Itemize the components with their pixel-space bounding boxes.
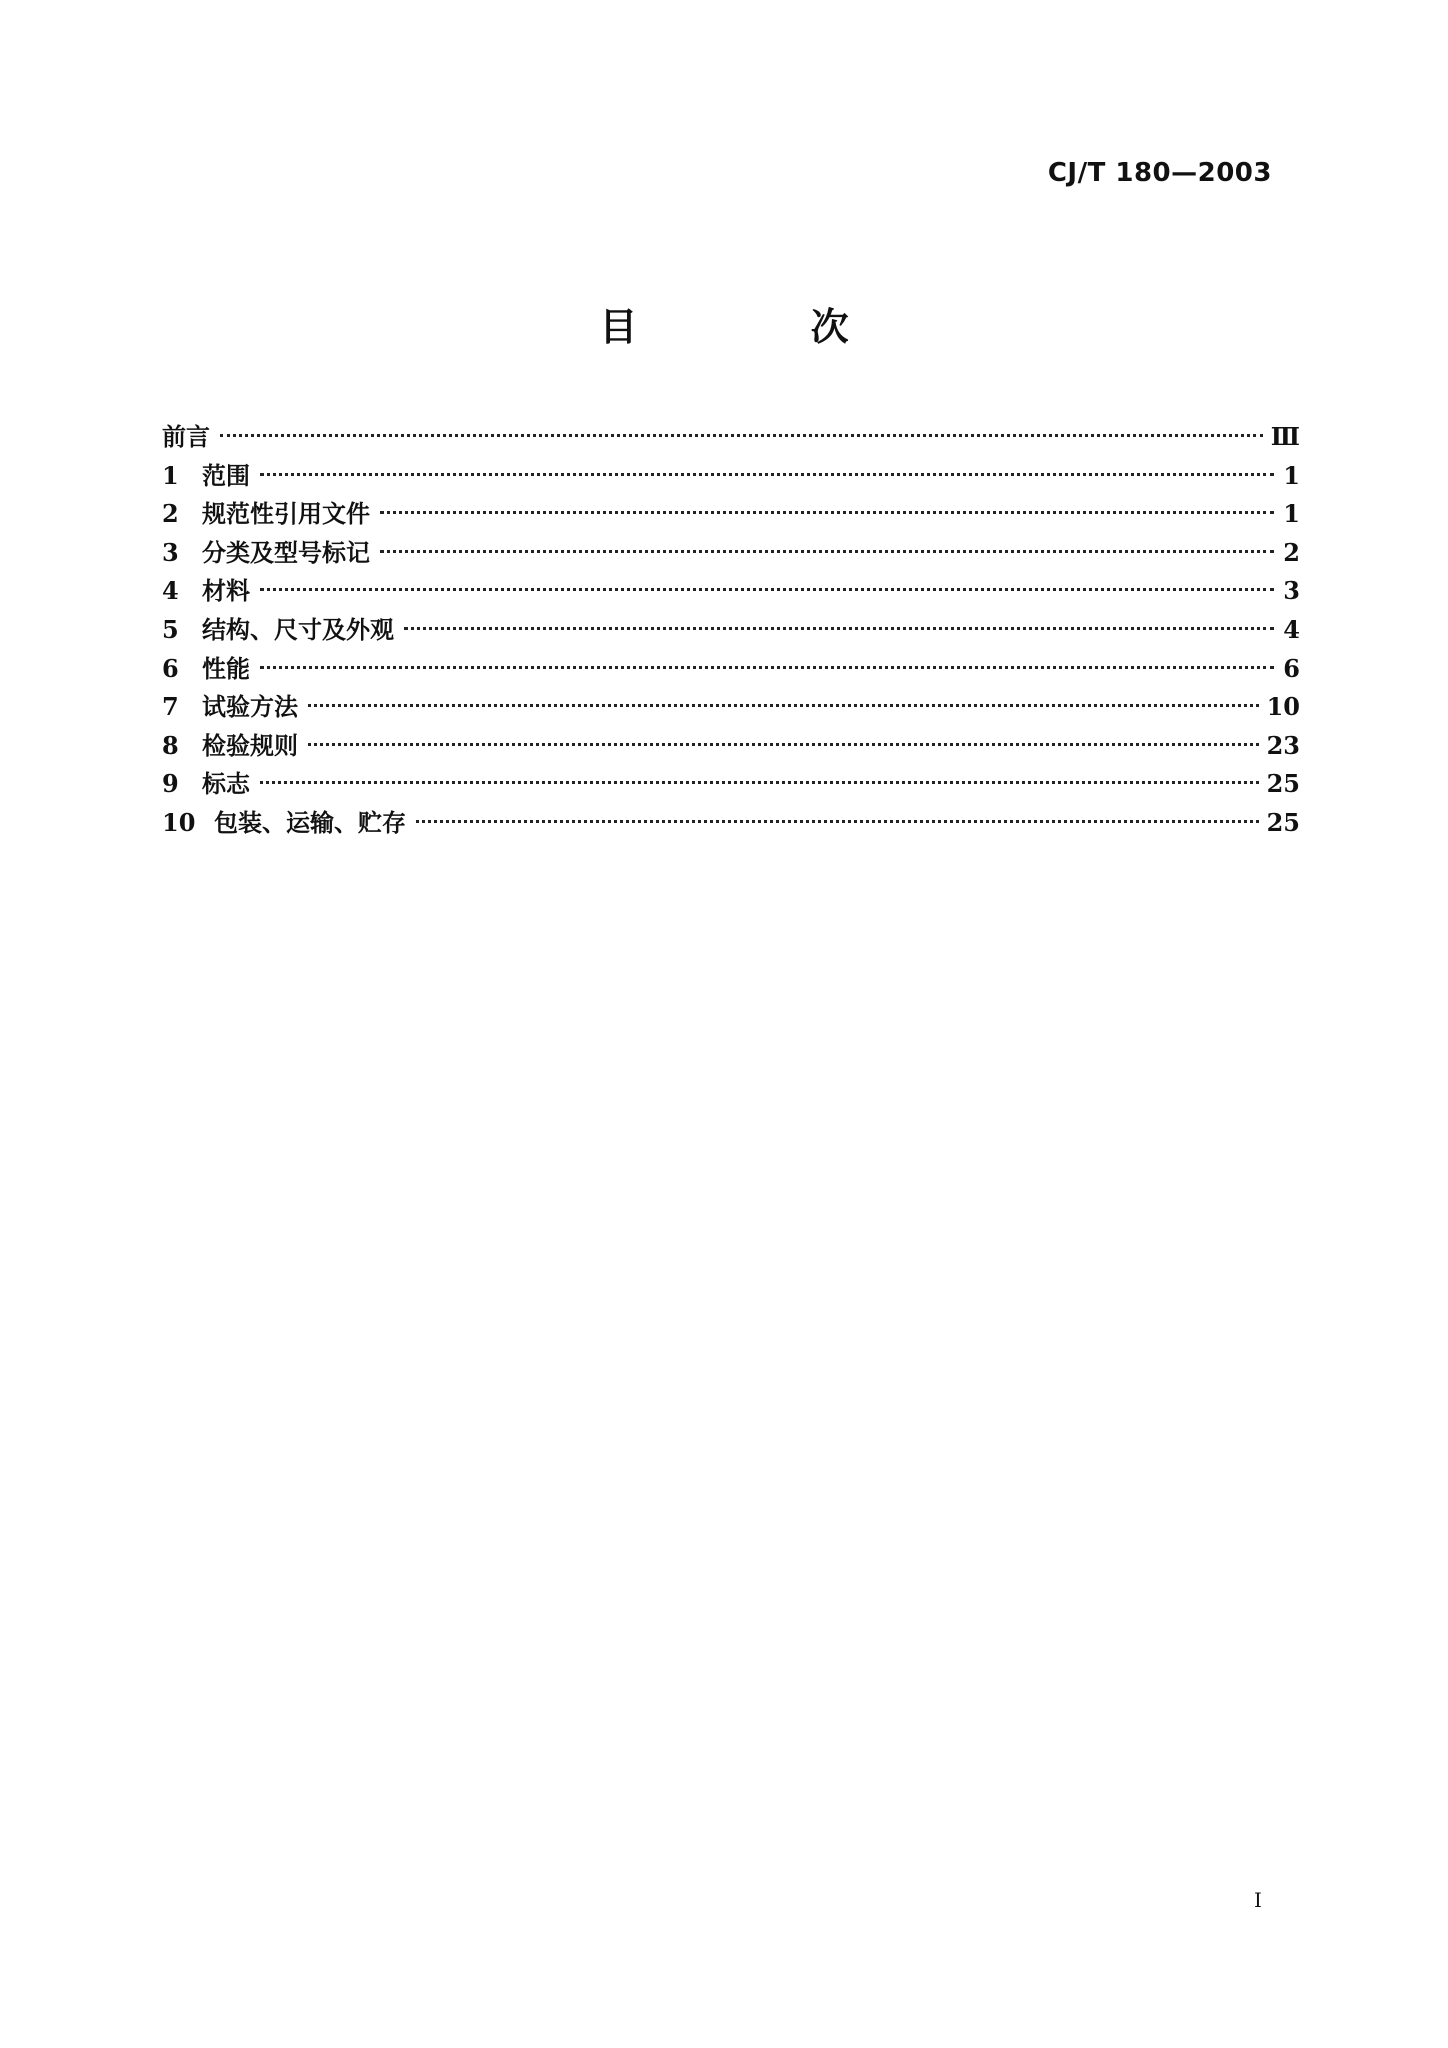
toc-entry-materials[interactable] — [162, 572, 1300, 611]
toc-dot-leader — [260, 666, 1274, 669]
toc-entry-text: 前言 — [162, 423, 210, 451]
toc-entry-number: 1 — [162, 460, 179, 490]
toc-entry-page: 6 — [1283, 653, 1300, 683]
toc-entry-number: 8 — [162, 730, 179, 760]
toc-entry-text: 检验规则 — [202, 731, 298, 760]
toc-dot-leader — [260, 781, 1259, 784]
toc-entry-classification[interactable] — [162, 534, 1300, 573]
toc-entry-inspection-rules[interactable] — [162, 727, 1300, 766]
toc-entry-packaging[interactable] — [162, 804, 1300, 843]
toc-entry-page: 4 — [1283, 614, 1300, 644]
toc-entry-number: 10 — [162, 807, 196, 837]
toc-entry-text: 结构、尺寸及外观 — [202, 615, 394, 644]
page-number: I — [1254, 1888, 1262, 1912]
toc-entry-text: 标志 — [202, 770, 250, 799]
toc-entry-test-methods[interactable] — [162, 688, 1300, 727]
toc-dot-leader — [380, 511, 1274, 514]
toc-entry-page: 23 — [1266, 730, 1300, 760]
toc-entry-page: 3 — [1283, 576, 1300, 606]
toc-entry-page: 1 — [1283, 499, 1300, 529]
toc-entry-text: 范围 — [202, 461, 250, 490]
toc-entry-page: Ⅲ — [1270, 422, 1300, 451]
toc-entry-performance[interactable] — [162, 650, 1300, 689]
toc-entry-text: 规范性引用文件 — [202, 500, 370, 529]
toc-entry-number: 3 — [162, 537, 179, 567]
toc-entry-number: 7 — [162, 692, 179, 722]
toc-entry-page: 25 — [1266, 807, 1300, 837]
toc-entry-structure[interactable] — [162, 611, 1300, 650]
toc-entry-text: 材料 — [202, 577, 250, 606]
toc-entry-foreword[interactable] — [162, 418, 1300, 457]
toc-title: 目 次 — [599, 305, 929, 349]
toc-dot-leader — [260, 473, 1274, 476]
toc-dot-leader — [380, 550, 1274, 553]
toc-dot-leader — [308, 743, 1259, 746]
toc-dot-leader — [308, 704, 1259, 707]
toc-entry-text: 分类及型号标记 — [202, 538, 370, 567]
toc-entry-page: 1 — [1283, 460, 1300, 490]
toc-entry-text: 性能 — [202, 654, 250, 683]
toc-entry-page: 10 — [1266, 692, 1300, 722]
toc-entry-scope[interactable] — [162, 457, 1300, 496]
toc-entry-number: 6 — [162, 653, 179, 683]
toc-entry-number: 4 — [162, 576, 179, 606]
standard-code: CJ/T 180—2003 — [1047, 158, 1272, 188]
toc-entry-number: 5 — [162, 614, 179, 644]
toc-entry-text: 包装、运输、贮存 — [214, 808, 406, 837]
toc-dot-leader — [220, 434, 1263, 437]
toc-entry-number: 9 — [162, 769, 179, 799]
toc-entry-marking[interactable] — [162, 765, 1300, 804]
toc-entry-number: 2 — [162, 499, 179, 529]
toc-dot-leader — [404, 627, 1274, 630]
toc-dot-leader — [260, 588, 1274, 591]
toc-entry-normative-references[interactable] — [162, 495, 1300, 534]
toc-entry-page: 25 — [1266, 769, 1300, 799]
toc-entry-page: 2 — [1283, 537, 1300, 567]
table-of-contents — [162, 418, 1300, 843]
toc-entry-text: 试验方法 — [202, 693, 298, 722]
toc-dot-leader — [416, 820, 1259, 823]
